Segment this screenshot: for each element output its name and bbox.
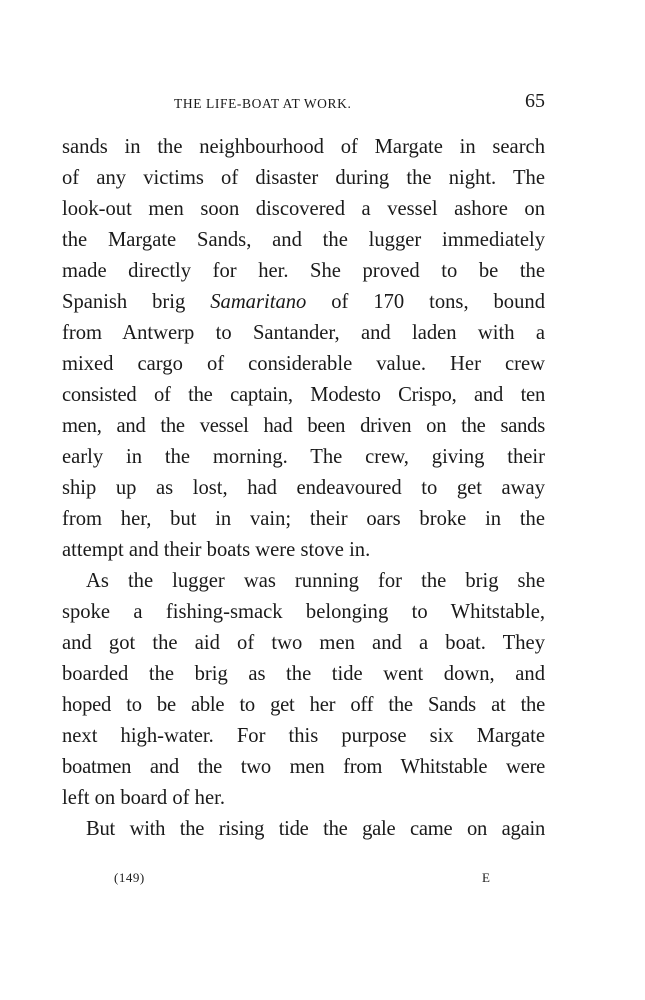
text-line: left on board of her.	[62, 787, 225, 809]
text-line: mixed cargo of considerable value. Her crew	[62, 353, 545, 375]
text-line: the Margate Sands, and the lugger immediately	[62, 229, 545, 251]
text-line: But with the rising tide the gale came on again	[86, 818, 545, 840]
text-line: sands in the neighbourhood of Margate in search	[62, 136, 545, 158]
text-line: men, and the vessel had been driven on the sands	[62, 415, 545, 437]
text-line: boatmen and the two men from Whitstable were	[62, 756, 545, 778]
text-line: boarded the brig as the tide went down, and	[62, 663, 545, 685]
text-line: made directly for her. She proved to be the	[62, 260, 545, 282]
text-line-with-ship-name	[62, 287, 545, 318]
text-line: ship up as lost, had endeavoured to get away	[62, 477, 545, 499]
paragraph-2	[62, 566, 545, 814]
text-line: from her, but in vain; their oars broke in the	[62, 508, 545, 530]
text-line: next high-water. For this purpose six Margate	[62, 725, 545, 747]
signature-letter: E	[482, 870, 490, 885]
text-line: As the lugger was running for the brig she	[86, 570, 545, 592]
text-segment: of 170 tons, bound	[306, 291, 545, 313]
ship-name: Samaritano	[210, 291, 307, 313]
text-line: and got the aid of two men and a boat. They	[62, 632, 545, 654]
text-line: hoped to be able to get her off the Sands at the	[62, 694, 545, 716]
paragraph-3	[62, 814, 545, 845]
text-line: from Antwerp to Santander, and laden with a	[62, 322, 545, 344]
text-line: attempt and their boats were stove in.	[62, 539, 371, 561]
text-line: of any victims of disaster during the night. The	[62, 167, 545, 189]
running-head	[62, 92, 545, 116]
signature-number: (149)	[114, 870, 145, 885]
text-line: look-out men soon discovered a vessel ashore on	[62, 198, 545, 220]
running-title: THE LIFE-BOAT AT WORK.	[174, 96, 352, 111]
text-line: early in the morning. The crew, giving their	[62, 446, 545, 468]
paragraph-1	[62, 132, 545, 566]
text-segment: Spanish brig	[62, 291, 211, 313]
page-number: 65	[525, 90, 545, 112]
text-line: consisted of the captain, Modesto Crispo, and ten	[62, 384, 545, 406]
page-footer	[62, 870, 545, 890]
body-text	[62, 132, 545, 845]
text-line: spoke a fishing-smack belonging to Whitstable,	[62, 601, 545, 623]
